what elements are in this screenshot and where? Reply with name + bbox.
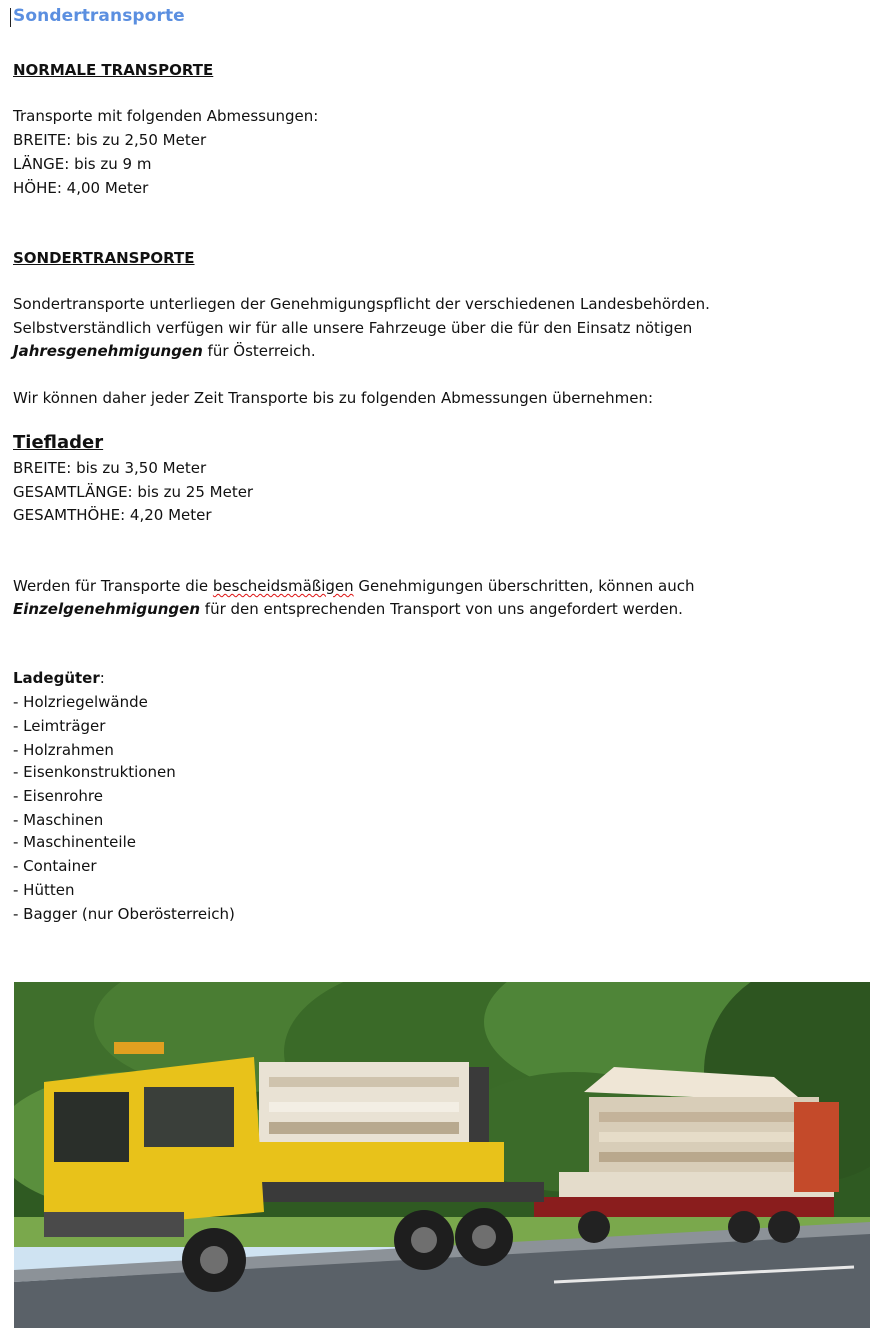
tieflader-line-breite: BREITE: bis zu 3,50 Meter	[13, 459, 207, 477]
ladegueter-heading-line	[13, 668, 105, 688]
einzel-line2-rest: für den entsprechenden Transport von uns angefordert werden.	[200, 600, 683, 618]
sonder-para1-line3	[13, 341, 316, 361]
spelling-flagged-word[interactable]: bescheidsmäßigen	[212, 577, 354, 595]
text-cursor	[10, 8, 11, 27]
normal-line-breite: BREITE: bis zu 2,50 Meter	[13, 131, 207, 149]
normal-line-hoehe: HÖHE: 4,00 Meter	[13, 179, 149, 197]
list-item: - Eisenkonstruktionen	[13, 763, 176, 781]
heading-sondertransporte: SONDERTRANSPORTE	[13, 249, 195, 267]
list-item: - Eisenrohre	[13, 787, 103, 805]
tieflader-line-gesamthoehe: GESAMTHÖHE: 4,20 Meter	[13, 506, 212, 524]
list-item: - Container	[13, 857, 97, 875]
einzel-line1	[13, 576, 695, 596]
normal-line-laenge: LÄNGE: bis zu 9 m	[13, 155, 152, 173]
ladegueter-colon: :	[99, 669, 105, 687]
tieflader-line-gesamtlaenge: GESAMTLÄNGE: bis zu 25 Meter	[13, 483, 254, 501]
sonder-para2: Wir können daher jeder Zeit Transporte bis zu folgenden Abmessungen übernehmen:	[13, 389, 654, 407]
ladegueter-heading: Ladegüter	[13, 669, 100, 687]
page-title: Sondertransporte	[13, 6, 185, 26]
jahresgenehmigungen-term: Jahresgenehmigungen	[13, 342, 203, 360]
einzel-line1-a: Werden für Transporte die	[13, 577, 213, 595]
einzel-line2	[13, 599, 683, 619]
einzel-line1-b: Genehmigungen überschritten, können auch	[353, 577, 695, 595]
heading-tieflader: Tieflader	[13, 432, 104, 453]
list-item: - Maschinen	[13, 811, 104, 829]
truck-photo	[14, 982, 870, 1328]
einzelgenehmigungen-term: Einzelgenehmigungen	[13, 600, 201, 618]
sonder-para1-line1: Sondertransporte unterliegen der Genehmigungspflicht der verschiedenen Landesbehörden.	[13, 295, 710, 313]
normal-intro: Transporte mit folgenden Abmessungen:	[13, 107, 319, 125]
sonder-para1-line2: Selbstverständlich verfügen wir für alle unsere Fahrzeuge über die für den Einsatz nötigen	[13, 319, 693, 337]
list-item: - Holzriegelwände	[13, 693, 148, 711]
list-item: - Hütten	[13, 881, 75, 899]
sonder-para1-line3-rest: für Österreich.	[202, 342, 316, 360]
list-item: - Bagger (nur Oberösterreich)	[13, 905, 235, 923]
heading-normale-transporte: NORMALE TRANSPORTE	[13, 61, 214, 79]
list-item: - Leimträger	[13, 717, 106, 735]
list-item: - Holzrahmen	[13, 741, 114, 759]
list-item: - Maschinenteile	[13, 833, 136, 851]
